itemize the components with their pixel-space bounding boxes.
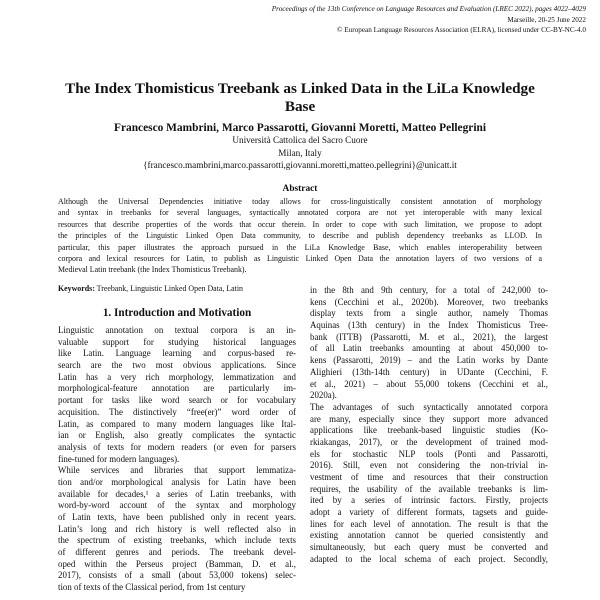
abstract-line: the principles of the Linguistic Linked Open Data community, to describe and publish dependency treebanks as LLOD. In <box>58 231 542 241</box>
running-header <box>166 4 586 36</box>
body-line: While services and libraries that support lemmatiza- <box>58 465 296 476</box>
body-line: vestment of time and resources that their construction <box>310 472 548 482</box>
body-line: kens (Passarotti, 2019) – and the Latin works by Dante <box>310 355 548 366</box>
body-line: portant for tasks like word search or for vocabulary <box>58 395 296 406</box>
body-line: simultaneously, but each query must be converted and <box>310 542 548 553</box>
abstract-line: corpora and lexical resources for Latin, to publish as Linguistic Linked Open Data the annotation layers of two versions of a <box>58 254 542 264</box>
body-line: 2017), consists of a small (about 53,000 tokens) selec- <box>58 570 296 581</box>
abstract-heading: Abstract <box>282 184 318 194</box>
body-line: rkiakangas, 2017), or the development of trained mod- <box>310 436 548 447</box>
body-line: of all Latin treebanks amounting at about 450,000 to- <box>310 343 548 354</box>
body-line: applications like treebank-based linguistic studies (Ko- <box>310 425 548 436</box>
body-line: lines for each level of annotation. The result is that the <box>310 518 548 529</box>
body-line: The advantages of such syntactically annotated corpora <box>310 401 548 412</box>
abstract-line: particular, this paper illustrates the approach pursued in the LiLa Knowledge Base, which enables interoperability between <box>58 242 542 252</box>
body-line: Latin has a very rich morphology, lemmatization and <box>58 371 296 382</box>
body-line: Latin’s long and rich history is well reflected also in <box>58 523 296 534</box>
body-line: Aquinas (13th century) in the Index Thomisticus Tree- <box>310 320 548 331</box>
paper-title: The Index Thomisticus Treebank as Linked Data in the LiLa Knowledge Base <box>65 80 535 115</box>
body-line: available for decades,¹ a series of Latin treebanks, with <box>58 488 296 499</box>
license-line: © European Language Resources Association (ELRA), licensed under CC-BY-NC-4.0 <box>337 26 586 34</box>
author-list: Francesco Mambrini, Marco Passarotti, Giovanni Moretti, Matteo Pellegrini <box>113 122 486 134</box>
body-line: requires, the usability of the available treebanks is lim- <box>310 483 548 494</box>
body-line: like Latin. Language learning and corpus-based re- <box>58 348 296 359</box>
body-line: et al., 2021) – about 55,000 tokens (Cecchini et al., <box>310 378 548 389</box>
body-line: display texts from a single author, namely Thomas <box>310 308 548 319</box>
body-line: existing annotation cannot be queried consistently and <box>310 530 548 541</box>
keywords-label: Keywords: <box>58 284 95 293</box>
body-line: tion of texts of the Classical period, from 1st century <box>58 582 246 593</box>
abstract-line: Medieval Latin treebank (the Index Thomisticus Treebank). <box>58 265 247 275</box>
affiliation <box>0 134 600 172</box>
institution: Università Cattolica del Sacro Cuore <box>232 135 368 145</box>
right-column <box>310 285 548 566</box>
venue-line: Marseille, 20-25 June 2022 <box>507 15 586 24</box>
body-line: of different genres and periods. The treebank devel- <box>58 547 296 558</box>
body-line: 2020a). <box>310 390 337 401</box>
body-line: ited by a series of intrinsic factors. Firstly, projects <box>310 495 548 506</box>
body-line: are many, especially since they support more advanced <box>310 413 548 424</box>
proceedings-line: Proceedings of the 13th Conference on Language Resources and Evaluation (LREC 2022), pages 4022–4029 <box>271 5 586 13</box>
body-line: adapted to the local schema of each project. Secondly, <box>310 553 548 564</box>
body-line: in the 8th and 9th century, for a total of 242,000 to- <box>310 285 548 295</box>
left-column <box>58 325 296 594</box>
body-line: bank (ITTB) (Passarotti, M. et al., 2021), the largest <box>310 331 548 342</box>
body-line: ian or English, also greatly complicates the syntactic <box>58 430 296 441</box>
abstract-body <box>58 196 542 276</box>
body-line: kens (Cecchini et al., 2020b). Moreover, two treebanks <box>310 296 548 307</box>
body-line: morphological-feature annotation are particularly im- <box>58 383 296 394</box>
city: Milan, Italy <box>278 147 322 158</box>
body-line: els for stochastic NLP tools (Ponti and Passarotti, <box>310 448 548 459</box>
body-line: tion and/or morphological analysis for Latin have been <box>58 476 296 487</box>
abstract-line: Although the Universal Dependencies initiative today allows for cross-linguistically consistent annotation of morphology <box>58 197 542 206</box>
body-line: adopt a variety of different formats, tagsets and guide- <box>310 507 548 518</box>
body-line: of Latin texts, have been published only in recent years. <box>58 512 296 522</box>
body-line: the spectrum of existing treebanks, which include texts <box>58 535 296 546</box>
section-heading: 1. Introduction and Motivation <box>102 307 252 319</box>
body-line: oped within the Perseus project (Bamman, D. et al., <box>58 558 296 569</box>
body-line: Linguistic annotation on textual corpora is an in- <box>58 325 296 335</box>
author-emails: {francesco.mambrini,marco.passarotti,giovanni.moretti,matteo.pellegrini}@unicatt.it <box>143 160 457 170</box>
abstract-line: resources that describe properties of the words that occur therein. In order to cope with such limitation, we propose to adopt <box>58 219 542 229</box>
keywords-text: Treebank, Linguistic Linked Open Data, Latin <box>96 284 243 293</box>
body-line: Alighieri (13th-14th century) in UDante (Cecchini, F. <box>310 366 548 377</box>
body-line: analysis of texts for modern readers (or even for parsers <box>58 441 296 452</box>
body-line: word-by-word account of the syntax and morphology <box>58 500 296 511</box>
body-line: fine-tuned for modern languages). <box>58 453 180 464</box>
body-line: acquisition. The distinctively “free(er)” word order of <box>58 406 296 417</box>
body-line: search are the two most obvious applications. Since <box>58 360 296 371</box>
body-line: valuable support for studying historical languages <box>58 336 296 347</box>
body-line: Latin, as compared to many modern languages like Ital- <box>58 418 296 429</box>
abstract-line: and syntax in treebanks for several languages, syntactically annotated corpora are not yet interoperable with many lexical <box>58 208 542 218</box>
body-line: 2016). Still, even not considering the non-trivial in- <box>310 460 548 471</box>
